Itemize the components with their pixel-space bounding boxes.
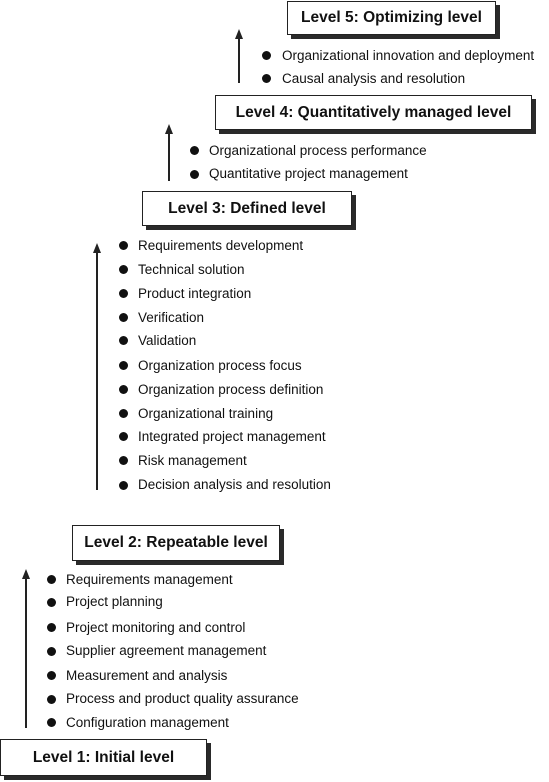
list-item: Verification [138,310,205,325]
bullet-icon [119,409,128,418]
level-3-title: Level 3: Defined level [168,199,326,217]
list-item: Validation [138,333,197,348]
bullet-icon [190,146,199,155]
list-item: Project monitoring and control [66,620,246,635]
bullet-icon [119,289,128,298]
bullet-icon [119,385,128,394]
level-5-title: Level 5: Optimizing level [301,9,482,26]
list-item: Measurement and analysis [66,668,228,683]
bullet-icon [47,598,56,607]
bullet-icon [47,718,56,727]
list-item: Risk management [138,453,247,468]
bullet-icon [262,74,271,83]
list-item: Organizational process performance [209,143,427,158]
arrow-to-level-3 [96,252,98,490]
list-item: Organizational training [138,406,274,421]
bullet-icon [119,481,128,490]
arrow-to-level-2 [25,578,27,728]
list-item: Organization process definition [138,382,324,397]
arrow-to-level-4 [168,133,170,181]
list-item: Causal analysis and resolution [282,71,466,86]
bullet-icon [47,647,56,656]
bullet-icon [119,432,128,441]
level-4-title: Level 4: Quantitatively managed level [235,103,512,121]
bullet-icon [190,170,199,179]
list-item: Project planning [66,594,163,609]
bullet-icon [119,241,128,250]
list-item: Integrated project management [138,429,326,444]
bullet-icon [119,456,128,465]
arrow-to-level-5 [238,38,240,83]
bullet-icon [262,51,271,60]
list-item: Decision analysis and resolution [138,477,331,492]
level-3-box [142,191,352,226]
bullet-icon [119,265,128,274]
level-2-title: Level 2: Repeatable level [84,534,268,551]
list-item: Quantitative project management [209,166,408,181]
list-item: Product integration [138,286,252,301]
list-item: Organizational innovation and deployment [282,48,535,63]
list-item: Requirements management [66,572,233,587]
bullet-icon [47,575,56,584]
list-item: Organization process focus [138,358,302,373]
level-1-box [0,739,207,776]
bullet-icon [119,313,128,322]
list-item: Supplier agreement management [66,643,267,658]
level-4-box [215,95,532,130]
level-1-title: Level 1: Initial level [32,748,175,766]
list-item: Technical solution [138,262,245,277]
bullet-icon [119,361,128,370]
bullet-icon [119,336,128,345]
bullet-icon [47,671,56,680]
bullet-icon [47,623,56,632]
list-item: Requirements development [138,238,304,253]
list-item: Process and product quality assurance [66,691,299,706]
level-5-box [287,1,496,35]
level-2-box [72,525,280,561]
bullet-icon [47,695,56,704]
list-item: Configuration management [66,715,229,730]
